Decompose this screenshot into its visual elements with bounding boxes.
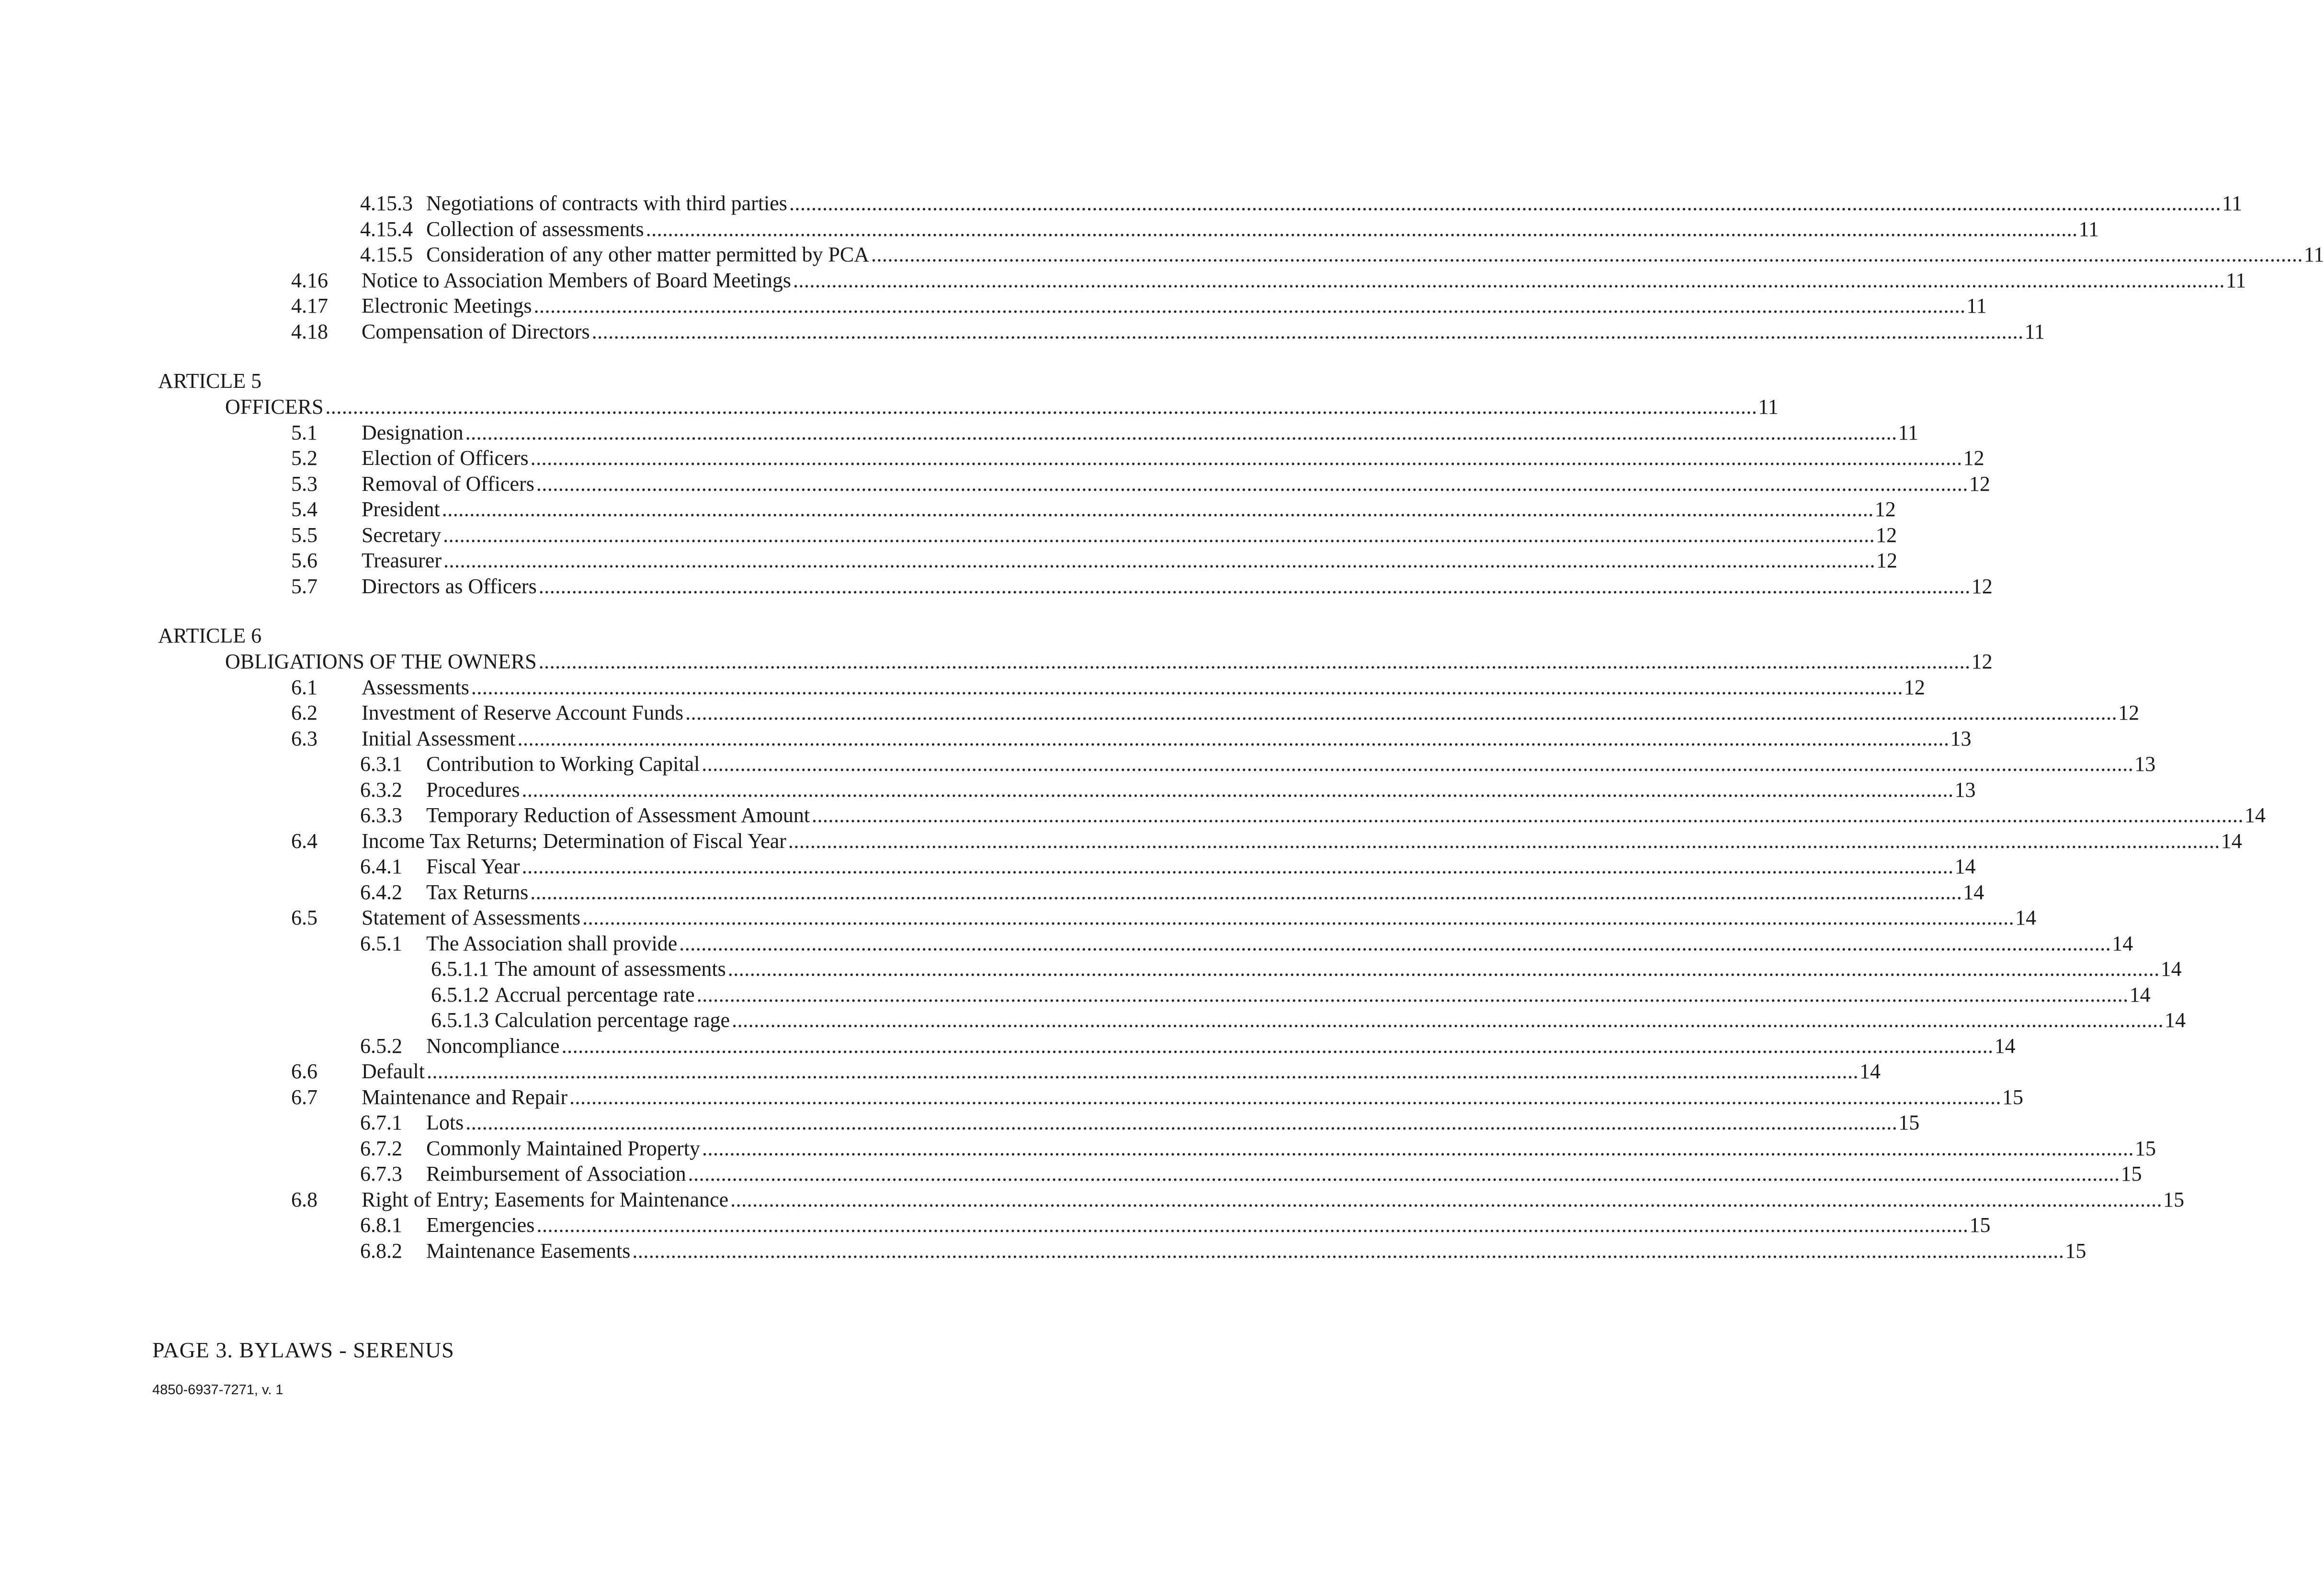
toc-entry-page: 12 <box>1969 472 1990 496</box>
toc-entry-title: Collection of assessments <box>426 217 644 241</box>
toc-entry <box>0 394 1779 420</box>
toc-entry <box>0 828 2242 854</box>
dot-leader: .................................................................................................................................................................................................................................................................... <box>517 726 1950 750</box>
toc-entry <box>0 726 1972 752</box>
toc-entry-number: 6.8 <box>291 1187 317 1211</box>
toc-entry-number: 4.18 <box>291 319 328 343</box>
toc-entry-page: 11 <box>1898 420 1919 444</box>
toc-entry-page: 13 <box>2134 752 2156 776</box>
toc-entry-title: Treasurer <box>362 549 442 572</box>
dot-leader: .................................................................................................................................................................................................................................................................... <box>727 957 2160 981</box>
toc-entry-number: 6.5.1.2 <box>431 982 489 1006</box>
toc-entry <box>0 700 2140 726</box>
dot-leader: .................................................................................................................................................................................................................................................................... <box>702 752 2134 776</box>
dot-leader: .................................................................................................................................................................................................................................................................... <box>536 472 1968 496</box>
toc-entry-number: 6.7 <box>291 1085 317 1109</box>
toc-entry-title: Investment of Reserve Account Funds <box>362 701 684 724</box>
toc-entry <box>0 777 1976 803</box>
toc-entry <box>0 1161 2142 1187</box>
toc-entry <box>0 522 1897 548</box>
toc-entry-number: 4.17 <box>291 294 328 317</box>
dot-leader: .................................................................................................................................................................................................................................................................... <box>442 497 1874 521</box>
toc-entry <box>0 956 2182 982</box>
dot-leader: .................................................................................................................................................................................................................................................................... <box>561 1034 1994 1058</box>
toc-entry-page: 12 <box>1874 497 1896 521</box>
toc-entry-title: Emergencies <box>426 1213 535 1237</box>
toc-entry <box>0 1084 2024 1110</box>
dot-leader: .................................................................................................................................................................................................................................................................... <box>471 675 1903 699</box>
toc-entry-title: President <box>362 497 440 521</box>
toc-entry-title: Noncompliance <box>426 1034 560 1058</box>
dot-leader: .................................................................................................................................................................................................................................................................... <box>536 1213 1969 1237</box>
dot-leader: .................................................................................................................................................................................................................................................................... <box>793 268 2225 292</box>
toc-entry-title: The Association shall provide <box>426 931 678 955</box>
toc-entry-page: 12 <box>1904 675 1925 699</box>
toc-entry-title: Procedures <box>426 778 520 801</box>
dot-leader: .................................................................................................................................................................................................................................................................... <box>685 701 2118 724</box>
toc-entry-number: 6.7.1 <box>360 1111 402 1134</box>
toc-entry-page: 12 <box>2118 701 2140 724</box>
dot-leader: .................................................................................................................................................................................................................................................................... <box>530 446 1962 470</box>
toc-entry-title: OFFICERS <box>225 395 324 418</box>
toc-entry-title: Calculation percentage rage <box>495 1008 730 1032</box>
toc-entry <box>0 574 1993 599</box>
toc-entry-page: 11 <box>2304 243 2324 266</box>
toc-entry <box>0 751 2156 777</box>
toc-entry <box>0 216 2099 242</box>
toc-entry-page: 13 <box>1950 726 1972 750</box>
toc-entry-title: Commonly Maintained Property <box>426 1136 700 1160</box>
toc-entry-number: 5.1 <box>291 420 317 444</box>
toc-entry <box>0 905 2037 931</box>
toc-entry-title: Consideration of any other matter permitted by PCA <box>426 243 870 266</box>
toc-entry-title: Electronic Meetings <box>362 294 532 317</box>
dot-leader: .................................................................................................................................................................................................................................................................... <box>325 395 1757 418</box>
toc-entry-page: 14 <box>1994 1034 2016 1058</box>
toc-entry-page: 12 <box>1971 650 1993 673</box>
article-heading: ARTICLE 6 <box>158 624 262 647</box>
toc-entry-title: The amount of assessments <box>495 957 726 981</box>
toc-entry-number: 6.8.1 <box>360 1213 402 1237</box>
toc-entry <box>0 1033 2016 1059</box>
toc-entry <box>0 854 1976 880</box>
toc-entry-title: Income Tax Returns; Determination of Fiscal Year <box>362 829 786 853</box>
toc-entry-page: 14 <box>2112 931 2133 955</box>
dot-leader: .................................................................................................................................................................................................................................................................... <box>632 1239 2064 1263</box>
toc-entry-page: 14 <box>2160 957 2182 981</box>
toc-entry-page: 14 <box>2129 982 2151 1006</box>
toc-entry-number: 6.7.2 <box>360 1136 402 1160</box>
toc-entry <box>0 675 1925 700</box>
toc-entry-number: 6.5.1.3 <box>431 1008 489 1032</box>
toc-entry-title: Lots <box>426 1111 464 1134</box>
toc-entry-title: Temporary Reduction of Assessment Amount <box>426 803 810 827</box>
dot-leader: .................................................................................................................................................................................................................................................................... <box>443 549 1875 572</box>
toc-entry-page: 15 <box>2065 1239 2086 1263</box>
toc-entry-title: Designation <box>362 420 464 444</box>
toc-entry <box>0 1110 1920 1136</box>
toc-entry-title: Contribution to Working Capital <box>426 752 700 776</box>
dot-leader: .................................................................................................................................................................................................................................................................... <box>465 420 1897 444</box>
toc-entry-page: 12 <box>1971 574 1993 598</box>
toc-entry-number: 5.6 <box>291 549 317 572</box>
toc-entry-number: 6.3 <box>291 726 317 750</box>
toc-entry-title: Election of Officers <box>362 446 529 470</box>
toc-entry-page: 14 <box>1859 1060 1881 1083</box>
toc-entry-number: 6.8.2 <box>360 1239 402 1263</box>
toc-entry-page: 15 <box>1969 1213 1991 1237</box>
toc-entry-number: 6.4.1 <box>360 855 402 878</box>
toc-entry-page: 11 <box>1966 294 1987 317</box>
toc-entry <box>0 319 2045 345</box>
toc-entry-page: 11 <box>2024 319 2045 343</box>
toc-entry-number: 5.7 <box>291 574 317 598</box>
toc-entry-page: 15 <box>2120 1162 2142 1185</box>
toc-entry <box>0 445 1984 471</box>
toc-entry-page: 15 <box>1898 1111 1920 1134</box>
dot-leader: .................................................................................................................................................................................................................................................................... <box>521 778 1954 801</box>
toc-entry <box>0 242 2324 268</box>
toc-entry-number: 4.16 <box>291 268 328 292</box>
dot-leader: .................................................................................................................................................................................................................................................................... <box>533 294 1966 317</box>
toc-entry-number: 6.3.3 <box>360 803 402 827</box>
dot-leader: .................................................................................................................................................................................................................................................................... <box>871 243 2303 266</box>
page-footer-title: PAGE 3. BYLAWS - SERENUS <box>152 1338 454 1362</box>
toc-entry-title: Accrual percentage rate <box>495 982 695 1006</box>
toc-entry-number: 6.3.2 <box>360 778 402 801</box>
toc-entry-page: 11 <box>2222 192 2243 215</box>
toc-entry-title: Secretary <box>362 523 442 547</box>
dot-leader: .................................................................................................................................................................................................................................................................... <box>426 1060 1859 1083</box>
toc-entry-page: 14 <box>1963 880 1984 904</box>
toc-entry-number: 6.5 <box>291 906 317 929</box>
toc-entry <box>0 1212 1991 1238</box>
toc-entry-page: 11 <box>2225 268 2246 292</box>
toc-entry <box>0 1136 2156 1162</box>
toc-entry-page: 11 <box>1758 395 1779 418</box>
toc-entry-page: 12 <box>1963 446 1984 470</box>
toc-entry-page: 15 <box>2002 1085 2024 1109</box>
dot-leader: .................................................................................................................................................................................................................................................................... <box>538 650 1971 673</box>
dot-leader: .................................................................................................................................................................................................................................................................... <box>538 574 1971 598</box>
toc-entry-number: 5.5 <box>291 523 317 547</box>
toc-entry-page: 13 <box>1954 778 1976 801</box>
toc-entry-title: Right of Entry; Easements for Maintenance <box>362 1187 729 1211</box>
toc-entry-page: 14 <box>2245 803 2266 827</box>
toc-entry-number: 4.15.3 <box>360 192 413 215</box>
toc-entry-title: Maintenance and Repair <box>362 1085 568 1109</box>
toc-entry-number: 5.4 <box>291 497 317 521</box>
toc-entry <box>0 802 2266 828</box>
dot-leader: .................................................................................................................................................................................................................................................................... <box>465 1111 1898 1134</box>
toc-entry-number: 4.15.4 <box>360 217 413 241</box>
toc-entry-number: 6.5.1.1 <box>431 957 489 981</box>
dot-leader: .................................................................................................................................................................................................................................................................... <box>732 1008 2164 1032</box>
toc-entry-page: 14 <box>2221 829 2242 853</box>
toc-entry-number: 6.4 <box>291 829 317 853</box>
dot-leader: .................................................................................................................................................................................................................................................................... <box>812 803 2244 827</box>
toc-entry <box>0 982 2151 1008</box>
dot-leader: .................................................................................................................................................................................................................................................................... <box>582 906 2015 929</box>
dot-leader: .................................................................................................................................................................................................................................................................... <box>730 1187 2163 1211</box>
toc-entry-title: Statement of Assessments <box>362 906 581 929</box>
toc-entry <box>0 420 1919 446</box>
toc-entry-number: 6.3.1 <box>360 752 402 776</box>
dot-leader: .................................................................................................................................................................................................................................................................... <box>530 880 1962 904</box>
toc-entry-title: Directors as Officers <box>362 574 537 598</box>
toc-entry-page: 11 <box>2078 217 2099 241</box>
toc-entry-number: 6.4.2 <box>360 880 402 904</box>
toc-entry-title: Tax Returns <box>426 880 529 904</box>
toc-entry-page: 15 <box>2163 1187 2185 1211</box>
dot-leader: .................................................................................................................................................................................................................................................................... <box>591 319 2024 343</box>
toc-entry-number: 6.5.1 <box>360 931 402 955</box>
toc-entry <box>0 931 2133 957</box>
article-heading: ARTICLE 5 <box>158 369 262 393</box>
toc-entry <box>0 649 1993 675</box>
toc-entry-title: Negotiations of contracts with third parties <box>426 192 787 215</box>
toc-entry-title: Initial Assessment <box>362 726 516 750</box>
toc-entry-page: 14 <box>2165 1008 2186 1032</box>
toc-entry <box>0 497 1896 522</box>
toc-entry-page: 14 <box>1954 855 1976 878</box>
toc-entry-number: 6.1 <box>291 675 317 699</box>
toc-entry-title: Default <box>362 1060 425 1083</box>
toc-entry-page: 12 <box>1876 549 1897 572</box>
toc-entry <box>0 471 1990 497</box>
toc-entry <box>0 1007 2186 1033</box>
toc-entry-number: 6.5.2 <box>360 1034 402 1058</box>
dot-leader: .................................................................................................................................................................................................................................................................... <box>646 217 2078 241</box>
toc-entry-number: 6.2 <box>291 701 317 724</box>
dot-leader: .................................................................................................................................................................................................................................................................... <box>788 829 2220 853</box>
dot-leader: .................................................................................................................................................................................................................................................................... <box>569 1085 2002 1109</box>
toc-entry <box>0 268 2246 293</box>
toc-entry-number: 6.7.3 <box>360 1162 402 1185</box>
toc-entry <box>0 191 2243 216</box>
toc-entry-number: 5.3 <box>291 472 317 496</box>
toc-entry <box>0 880 1984 905</box>
toc-entry <box>0 548 1897 574</box>
toc-entry-title: Fiscal Year <box>426 855 520 878</box>
document-id: 4850-6937-7271, v. 1 <box>152 1382 283 1398</box>
toc-entry <box>0 1238 2086 1264</box>
dot-leader: .................................................................................................................................................................................................................................................................... <box>696 982 2129 1006</box>
toc-entry-page: 15 <box>2134 1136 2156 1160</box>
toc-entry-title: Assessments <box>362 675 469 699</box>
toc-entry-number: 5.2 <box>291 446 317 470</box>
dot-leader: .................................................................................................................................................................................................................................................................... <box>679 931 2111 955</box>
dot-leader: .................................................................................................................................................................................................................................................................... <box>688 1162 2120 1185</box>
toc-entry-page: 12 <box>1876 523 1897 547</box>
toc-entry-page: 14 <box>2015 906 2037 929</box>
toc-entry-title: Removal of Officers <box>362 472 534 496</box>
toc-entry-title: Reimbursement of Association <box>426 1162 686 1185</box>
toc-entry-number: 6.6 <box>291 1060 317 1083</box>
toc-entry-title: Compensation of Directors <box>362 319 590 343</box>
toc-entry <box>0 1059 1881 1084</box>
dot-leader: .................................................................................................................................................................................................................................................................... <box>521 855 1954 878</box>
dot-leader: .................................................................................................................................................................................................................................................................... <box>789 192 2221 215</box>
dot-leader: .................................................................................................................................................................................................................................................................... <box>443 523 1875 547</box>
toc-entry-title: Notice to Association Members of Board Meetings <box>362 268 791 292</box>
toc-entry <box>0 1187 2185 1213</box>
toc-entry-title: OBLIGATIONS OF THE OWNERS <box>225 650 537 673</box>
toc-entry-title: Maintenance Easements <box>426 1239 631 1263</box>
dot-leader: .................................................................................................................................................................................................................................................................... <box>702 1136 2134 1160</box>
toc-entry <box>0 293 1987 319</box>
toc-entry-number: 4.15.5 <box>360 243 413 266</box>
